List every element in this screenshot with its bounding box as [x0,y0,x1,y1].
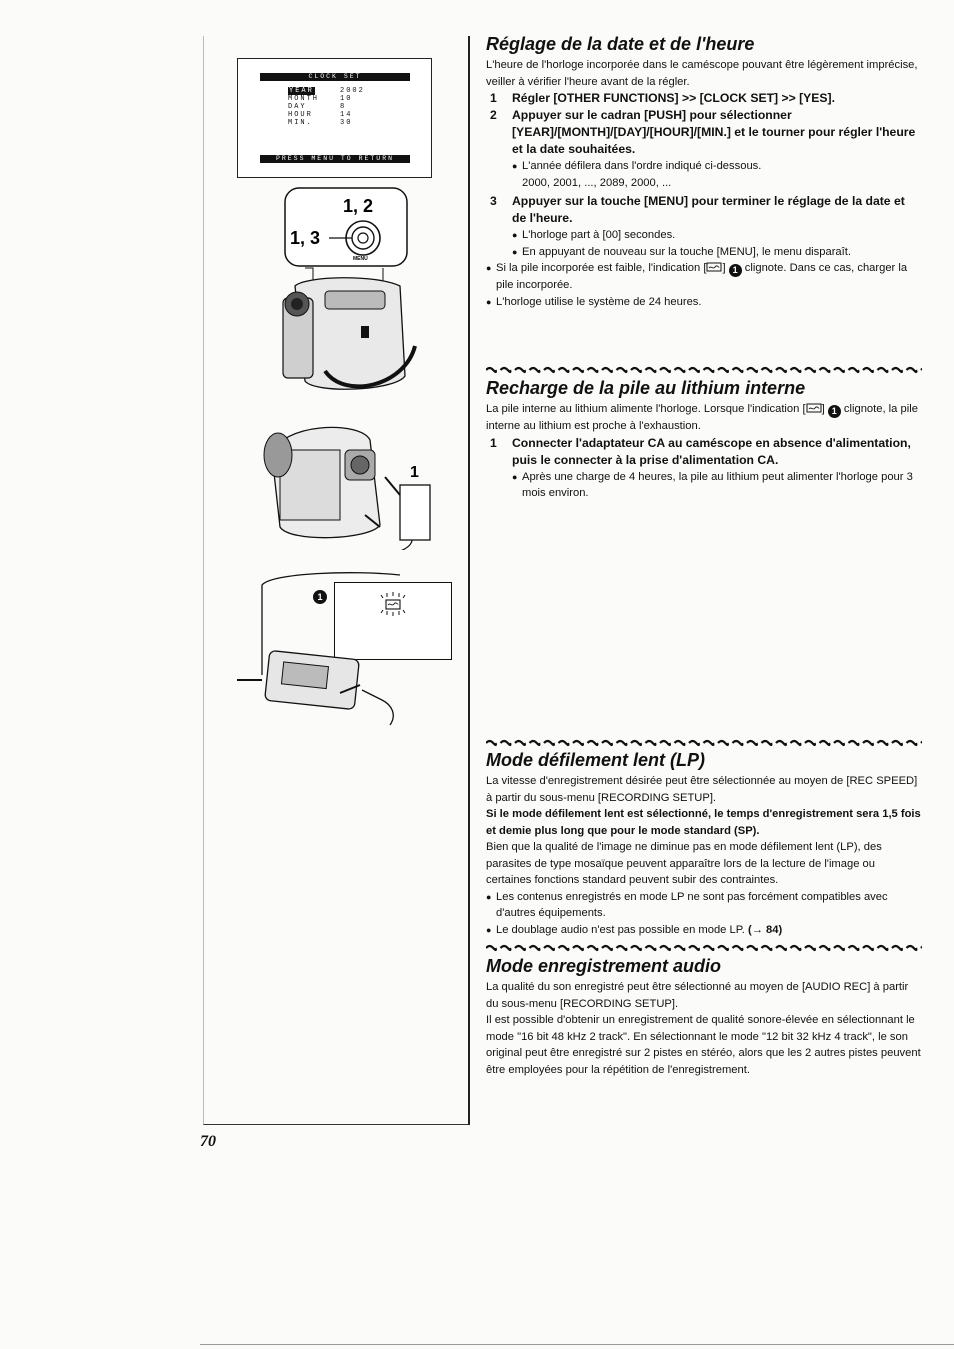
paragraph: La qualité du son enregistré peut être sélectionné au moyen de [AUDIO REC] à partir du sous-menu [RECORDING SETUP]. [486,981,909,1010]
step-3-note: ● En appuyant de nouveau sur la touche [MENU], le menu disparaît. [512,245,851,258]
section-divider [486,943,922,953]
note-battery-low: ● Si la pile incorporée est faible, l'indication [ ] 1 clignote. Dans ce cas, charger la pile incorporée. [486,262,908,291]
section-clock-set [486,33,922,310]
paragraph: La vitesse d'enregistrement désirée peut être sélectionnée au moyen de [REC SPEED] à partir du sous-menu [RECORDING SETUP]. [486,775,918,804]
paragraph: Il est possible d'obtenir un enregistrement de qualité sonore-élevée en sélectionnant le mode "16 bit 48 kHz 2 track". En sélectionnant le mode "12 bit 32 kHz 4 track", le son original peut être enregistré sur 2 pistes en stéréo, alors que les 2 autres pistes peuvent être employées pour la répétition de l'enregistrement. [486,1014,921,1076]
year-sequence: 2000, 2001, ..., 2089, 2000, ... [522,176,672,189]
svg-text:MENU: MENU [353,256,368,262]
section-lithium-recharge [486,377,922,502]
ac-adapter-illustration [232,565,402,735]
camcorder-adapter-illustration [260,415,445,550]
note-audio-dubbing: ● Le doublage audio n'est pas possible en mode LP. (→ 84) [486,923,783,936]
section-divider [486,365,922,375]
step-2: 2 Appuyer sur le cadran [PUSH] pour sélectionner [YEAR]/[MONTH]/[DAY]/[HOUR]/[MIN.] et le tourner pour régler l'heure et la date souhaitées. [490,108,916,156]
section-title: Mode défilement lent (LP) [486,750,706,770]
lcd-footer: PRESS MENU TO RETURN [260,155,410,163]
indicator-1-icon: 1 [828,405,841,418]
note-24h: ● L'horloge utilise le système de 24 heures. [486,295,702,308]
page-reference-link[interactable]: (→ 84) [747,923,783,936]
step-1: 1 Régler [OTHER FUNCTIONS] >> [CLOCK SET] >> [YES]. [490,91,836,105]
intro-text: L'heure de l'horloge incorporée dans le caméscope pouvant être légèrement imprécise, veiller à vérifier l'heure avant de la régler. [486,59,918,88]
page-number: 70 [200,1133,216,1150]
step-1: 1 Connecter l'adaptateur CA au caméscope en absence d'alimentation, puis le connecter à la prise d'alimentation CA. [490,435,911,467]
paragraph: Bien que la qualité de l'image ne diminue pas en mode défilement lent (LP), des parasites de type mosaïque peuvent apparaître lors de la lecture de l'image ou certaines fonctions standard peuvent subir des contraintes. [486,841,882,886]
paragraph-bold: Si le mode défilement lent est sélectionné, le temps d'enregistrement sera 1,5 fois et demie plus long que pour le mode standard (SP). [486,808,921,837]
step-1-note: ● Après une charge de 4 heures, la pile au lithium peut alimenter l'horloge pour 3 mois environ. [512,470,913,499]
section-lp-mode [486,749,922,938]
intro-text: La pile interne au lithium alimente l'horloge. Lorsque l'indication [ ] 1 clignote, la pile interne au lithium est proche à l'exhaustion. [486,403,918,432]
indicator-marker: 1 [313,585,327,604]
page-edge [200,1344,954,1345]
section-title: Mode enregistrement audio [486,956,722,976]
step-marker: 1 [410,464,419,481]
section-divider [486,738,922,748]
camcorder-dial-illustration [265,186,425,401]
lithium-battery-icon [706,262,722,272]
callout-step-1-3: 1, 3 [290,228,321,248]
lcd-title: CLOCK SET [260,73,410,81]
lithium-battery-icon [806,403,822,413]
section-title: Réglage de la date et de l'heure [486,34,755,54]
step-3: 3 Appuyer sur la touche [MENU] pour terminer le réglage de la date et de l'heure. [490,194,905,225]
section-audio-mode [486,955,922,1078]
clock-set-lcd: CLOCK SET YEAR 2002 MONTH 10 DAY 8 HOUR 14 MIN. 30 PRESS MENU TO RETURN [237,58,432,178]
step-2-note: ● L'année défilera dans l'ordre indiqué ci-dessous. [512,160,762,172]
indicator-1-icon: 1 [729,264,742,277]
callout-step-1-2: 1, 2 [343,196,374,216]
step-3-note: ● L'horloge part à [00] secondes. [512,229,676,241]
section-title: Recharge de la pile au lithium interne [486,378,806,398]
note-compatibility: ● Les contenus enregistrés en mode LP ne sont pas forcément compatibles avec d'autres équipements. [486,890,888,919]
